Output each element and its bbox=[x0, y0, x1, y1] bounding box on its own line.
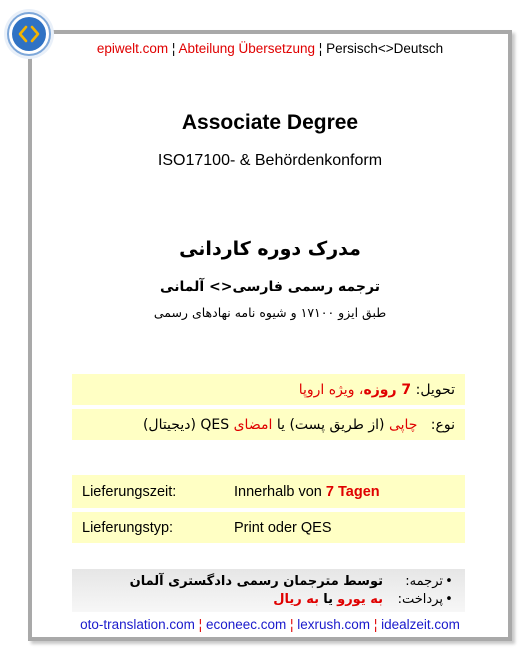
header-line bbox=[28, 41, 512, 56]
fa-type-print: چاپی bbox=[388, 416, 418, 433]
footer-link[interactable]: idealzeit.com bbox=[381, 617, 460, 632]
footer-link[interactable]: econeec.com bbox=[205, 617, 287, 632]
fa-subtitle: ترجمه رسمی فارسی<> آلمانی bbox=[160, 279, 380, 295]
fa-type-qes: QES (دیجیتال) bbox=[142, 416, 230, 433]
header-separator: ¦ bbox=[171, 41, 176, 56]
fa-title: مدرک دوره کاردانی bbox=[179, 238, 361, 260]
de-delivery-label: Lieferungszeit: bbox=[82, 483, 177, 500]
payment-or: یا bbox=[323, 591, 333, 607]
fa-delivery-label: تحویل: bbox=[415, 381, 455, 398]
department-link[interactable]: Abteilung Übersetzung bbox=[178, 41, 316, 56]
footer-link[interactable]: lexrush.com bbox=[297, 617, 371, 632]
de-delivery-box bbox=[72, 475, 465, 508]
page-subtitle: ISO17100- & Behördenkonform bbox=[157, 152, 383, 169]
fa-type-print-note: (از طریق پست) bbox=[289, 416, 385, 433]
translation-label: ترجمه: bbox=[405, 573, 443, 589]
fa-delivery-box bbox=[72, 374, 465, 405]
bullet-icon: • bbox=[445, 573, 453, 589]
footer-links bbox=[28, 617, 512, 632]
de-type-label: Lieferungstyp: bbox=[82, 519, 174, 536]
fa-delivery-rest: ، ویژه اروپا bbox=[298, 381, 364, 398]
payment-euro: به یورو bbox=[337, 591, 383, 607]
fa-type-label: نوع: bbox=[430, 416, 455, 433]
fa-delivery-value: 7 روزه bbox=[363, 381, 412, 398]
de-delivery-value: 7 Tagen bbox=[325, 483, 380, 500]
page-title: Associate Degree bbox=[181, 111, 359, 134]
de-type-box bbox=[72, 512, 465, 543]
language-pair: Persisch<>Deutsch bbox=[326, 41, 444, 56]
fa-type-or: یا bbox=[276, 416, 285, 433]
footer-link[interactable]: oto-translation.com bbox=[80, 617, 195, 632]
de-type-value: Print oder QES bbox=[234, 519, 332, 536]
list-item bbox=[72, 590, 455, 608]
de-delivery-prefix: Innerhalb von bbox=[234, 483, 322, 500]
fa-note: طبق ایزو ۱۷۱۰۰ و شیوه نامه نهادهای رسمی bbox=[153, 305, 387, 320]
bullet-icon: • bbox=[445, 591, 453, 607]
fa-type-box bbox=[72, 409, 465, 440]
site-link[interactable]: epiwelt.com bbox=[96, 41, 169, 56]
translation-value: توسط مترجمان رسمی دادگستری آلمان bbox=[129, 573, 383, 589]
payment-label: پرداخت: bbox=[397, 591, 443, 607]
footer-separator: ¦ bbox=[198, 617, 203, 632]
footer-separator: ¦ bbox=[290, 617, 294, 632]
list-item bbox=[72, 572, 455, 590]
header-separator: ¦ bbox=[318, 41, 323, 56]
footer-separator: ¦ bbox=[373, 617, 378, 632]
info-box bbox=[72, 569, 465, 612]
fa-type-signature: امضای bbox=[233, 416, 273, 433]
payment-rial: به ریال bbox=[273, 591, 320, 607]
